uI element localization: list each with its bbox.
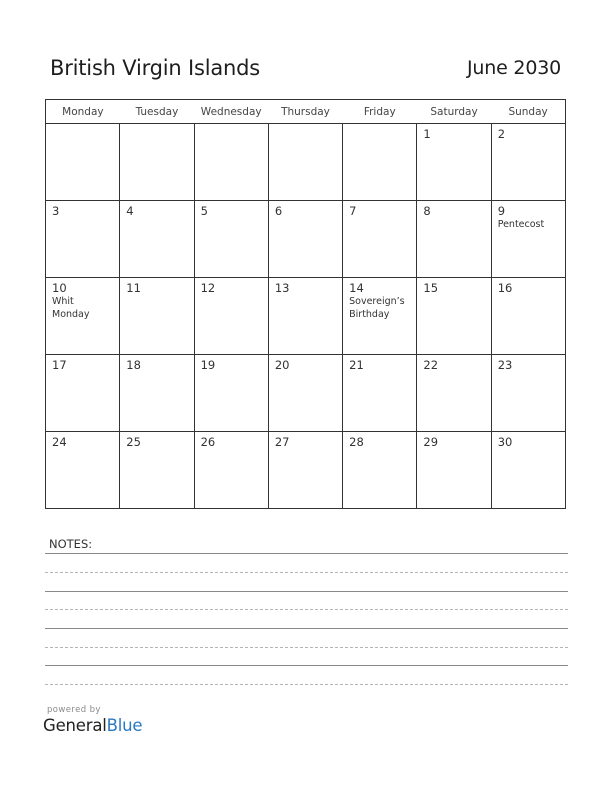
day-number: 28 xyxy=(349,435,364,449)
calendar-day-cell xyxy=(268,201,342,278)
day-number: 11 xyxy=(126,281,141,295)
logo-general-text: General xyxy=(43,716,107,735)
calendar-day-cell xyxy=(120,124,194,201)
calendar-day-cell xyxy=(417,124,491,201)
notes-line xyxy=(45,553,568,554)
calendar-day-cell xyxy=(417,355,491,432)
day-number: 30 xyxy=(497,435,513,449)
day-number: 12 xyxy=(200,281,216,295)
weekday-header-row xyxy=(46,100,566,124)
notes-line xyxy=(45,665,568,666)
calendar-day-cell xyxy=(491,124,565,201)
calendar-day-cell xyxy=(194,355,268,432)
day-number: 19 xyxy=(200,358,216,372)
calendar-title: British Virgin Islands xyxy=(50,56,261,80)
calendar-grid xyxy=(45,99,566,509)
day-number: 25 xyxy=(126,435,141,449)
weekday-saturday: Saturday xyxy=(417,100,491,124)
calendar-day-cell xyxy=(46,432,120,509)
day-number: 22 xyxy=(423,358,439,372)
calendar-day-cell xyxy=(194,124,268,201)
day-number: 7 xyxy=(349,204,357,218)
calendar-day-cell xyxy=(343,355,417,432)
logo-blue-text: Blue xyxy=(106,716,143,735)
calendar-day-cell xyxy=(491,201,565,278)
powered-by-label: powered by xyxy=(47,705,101,715)
calendar-day-cell xyxy=(46,355,120,432)
calendar-day-cell xyxy=(491,278,565,355)
day-number: 3 xyxy=(52,204,60,218)
calendar-day-cell xyxy=(46,201,120,278)
calendar-day-cell xyxy=(268,124,342,201)
notes-line xyxy=(45,572,568,573)
day-number: 6 xyxy=(274,204,283,218)
day-number: 2 xyxy=(497,127,506,141)
day-number xyxy=(343,124,416,129)
day-number: 15 xyxy=(423,281,439,295)
calendar-day-cell xyxy=(417,278,491,355)
calendar-day-cell xyxy=(46,278,120,355)
holiday-label: Pentecost xyxy=(497,219,545,230)
day-number: 14 xyxy=(349,281,364,295)
calendar-week-row xyxy=(46,201,566,278)
weekday-monday: Monday xyxy=(46,100,120,124)
day-number: 13 xyxy=(274,281,290,295)
holiday-label: Sovereign’s Birthday xyxy=(349,296,405,320)
calendar-day-cell xyxy=(194,278,268,355)
day-number: 9 xyxy=(497,204,506,218)
weekday-friday: Friday xyxy=(343,100,417,124)
calendar-day-cell xyxy=(343,432,417,509)
calendar-day-cell xyxy=(194,432,268,509)
day-number: 10 xyxy=(52,281,67,295)
notes-label: NOTES: xyxy=(49,537,93,551)
holiday-label: Whit Monday xyxy=(52,296,90,320)
notes-line xyxy=(45,609,568,610)
day-number: 27 xyxy=(274,435,290,449)
calendar-day-cell xyxy=(491,355,565,432)
day-number: 17 xyxy=(52,358,67,372)
generalblue-logo xyxy=(43,716,142,735)
weekday-thursday: Thursday xyxy=(268,100,342,124)
day-number xyxy=(195,124,268,129)
day-number: 5 xyxy=(200,204,208,218)
day-number xyxy=(269,124,342,129)
calendar-day-cell xyxy=(491,432,565,509)
calendar-day-cell xyxy=(343,124,417,201)
calendar-day-cell xyxy=(417,432,491,509)
day-number: 1 xyxy=(423,127,431,141)
day-number: 18 xyxy=(126,358,141,372)
calendar-day-cell xyxy=(46,124,120,201)
weekday-wednesday: Wednesday xyxy=(194,100,268,124)
day-number: 8 xyxy=(423,204,431,218)
calendar-week-row xyxy=(46,124,566,201)
notes-line xyxy=(45,628,568,629)
day-number: 29 xyxy=(423,435,439,449)
weekday-tuesday: Tuesday xyxy=(120,100,194,124)
day-number: 26 xyxy=(200,435,216,449)
calendar-month: June 2030 xyxy=(467,57,561,79)
calendar-day-cell xyxy=(120,432,194,509)
day-number xyxy=(120,124,193,129)
weekday-sunday: Sunday xyxy=(491,100,565,124)
day-number xyxy=(46,124,119,129)
calendar-week-row xyxy=(46,432,566,509)
calendar-day-cell xyxy=(343,201,417,278)
calendar-day-cell xyxy=(417,201,491,278)
day-number: 20 xyxy=(274,358,290,372)
day-number: 21 xyxy=(349,358,364,372)
day-number: 16 xyxy=(497,281,513,295)
day-number: 23 xyxy=(497,358,513,372)
calendar-day-cell xyxy=(120,278,194,355)
notes-line xyxy=(45,647,568,648)
calendar-day-cell xyxy=(343,278,417,355)
calendar-day-cell xyxy=(268,355,342,432)
day-number: 24 xyxy=(52,435,67,449)
day-number: 4 xyxy=(126,204,134,218)
notes-line xyxy=(45,684,568,685)
calendar-day-cell xyxy=(120,355,194,432)
calendar-day-cell xyxy=(194,201,268,278)
calendar-day-cell xyxy=(268,278,342,355)
notes-line xyxy=(45,591,568,592)
calendar-day-cell xyxy=(120,201,194,278)
calendar-week-row xyxy=(46,278,566,355)
calendar-day-cell xyxy=(268,432,342,509)
calendar-week-row xyxy=(46,355,566,432)
